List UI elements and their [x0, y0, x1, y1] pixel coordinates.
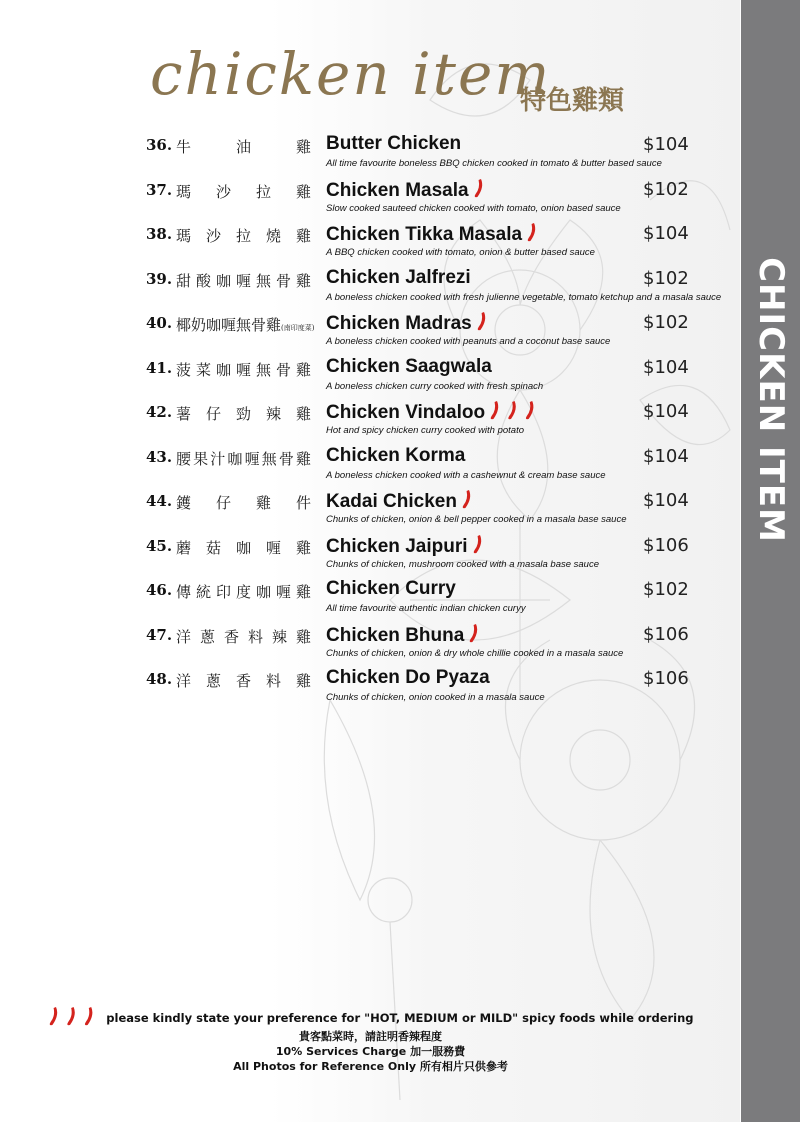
- category-sidebar: [741, 0, 800, 1122]
- menu-item: [146, 665, 736, 710]
- item-number: 43.: [146, 447, 173, 466]
- chili-pepper-icon: [68, 1007, 75, 1025]
- item-name-english: Chicken Vindaloo: [326, 400, 541, 426]
- item-number: 37.: [146, 180, 173, 199]
- footer-notes: [0, 1006, 741, 1074]
- chili-pepper-icon: [477, 312, 484, 330]
- item-description: Chunks of chicken, onion & dry whole chillie cooked in a masala sauce: [326, 647, 624, 659]
- item-description: All time favourite boneless BBQ chicken cooked in tomato & butter based sauce: [326, 158, 662, 169]
- menu-item: [146, 265, 736, 310]
- sidebar-label: CHICKEN ITEM: [750, 257, 791, 543]
- title-english: chicken item: [150, 40, 552, 108]
- photo-reference-note: All Photos for Reference Only 所有相片只供參考: [233, 1060, 508, 1073]
- item-name-english: Chicken Korma: [326, 444, 466, 466]
- item-number: 36.: [146, 136, 173, 154]
- item-description: Hot and spicy chicken curry cooked with potato: [326, 425, 525, 436]
- item-name-english: Chicken Madras: [326, 311, 492, 337]
- item-name-english: Chicken Saagwala: [326, 355, 492, 377]
- item-name-chinese: 薯 仔 勁 辣 雞: [176, 405, 311, 423]
- chili-pepper-icon: [473, 535, 480, 553]
- item-name-chinese: 腰果汁咖喱無骨雞: [176, 449, 311, 468]
- item-description: All time favourite authentic indian chicken curyy: [326, 603, 526, 614]
- item-number: 48.: [146, 670, 173, 688]
- item-name-chinese: 瑪 沙 拉 雞: [176, 182, 311, 201]
- chili-pepper-icon: [508, 401, 515, 419]
- item-description: A boneless chicken cooked with peanuts and a coconut base sauce: [326, 336, 611, 347]
- menu-item: [146, 621, 736, 666]
- menu-item: [146, 354, 736, 399]
- item-name-chinese: 甜酸咖喱無骨雞: [176, 271, 311, 290]
- item-number: 45.: [146, 536, 173, 555]
- item-name-english: Chicken Curry: [326, 578, 456, 599]
- item-name-chinese: 洋 蔥 香 料 辣 雞: [176, 627, 311, 646]
- menu-item: [146, 443, 736, 488]
- item-number: 44.: [146, 492, 173, 510]
- chili-pepper-icon: [528, 223, 535, 241]
- item-name-chinese: 洋 蔥 香 料 雞: [176, 672, 311, 690]
- chili-pepper-icon: [85, 1007, 92, 1025]
- spice-note-chinese: 貴客點菜時，請註明香辣程度: [299, 1030, 442, 1043]
- item-price: $102: [643, 178, 689, 200]
- item-description: Chunks of chicken, mushroom cooked with a masala base sauce: [326, 558, 599, 570]
- menu-item: [146, 309, 736, 354]
- item-price: $104: [643, 134, 689, 155]
- item-name-chinese: 瑪 沙 拉 燒 雞: [176, 227, 311, 245]
- item-name-chinese: 傳統印度咖喱雞: [176, 583, 311, 601]
- item-price: $106: [643, 623, 689, 645]
- item-price: $106: [643, 668, 689, 689]
- item-description: A boneless chicken curry cooked with fresh spinach: [326, 380, 544, 392]
- menu-item: [146, 398, 736, 443]
- chili-pepper-icon: [474, 179, 481, 197]
- menu-item: [146, 176, 736, 221]
- title-chinese: 特色雞類: [520, 86, 625, 116]
- menu-item: [146, 220, 736, 265]
- item-price: $104: [643, 401, 689, 422]
- service-charge-note: 10% Services Charge 加一服務費: [275, 1045, 466, 1058]
- item-number: 40.: [146, 314, 173, 332]
- item-price: $102: [643, 579, 689, 600]
- chili-pepper-icon: [471, 534, 489, 560]
- item-name-chinese: 鑊 仔 雞 件: [176, 494, 311, 512]
- item-description: A BBQ chicken cooked with tomato, onion & butter based sauce: [326, 247, 595, 258]
- item-price: $104: [643, 490, 689, 511]
- chili-pepper-icon: [491, 401, 498, 419]
- item-number: 38.: [146, 225, 173, 243]
- item-description: Chunks of chicken, onion cooked in a masala sauce: [326, 692, 545, 703]
- item-name-english: Chicken Tikka Masala: [326, 222, 543, 248]
- chili-pepper-icon: [50, 1007, 57, 1025]
- item-number: 42.: [146, 403, 173, 421]
- item-description: A boneless chicken cooked with fresh julienne vegetable, tomato ketchup and a masala sauce: [326, 291, 722, 303]
- chili-pepper-icon: [526, 401, 533, 419]
- menu-item: [146, 576, 736, 621]
- item-name-english: Kadai Chicken: [326, 489, 478, 515]
- chili-pepper-icon: [472, 178, 490, 204]
- item-name-chinese: 椰奶咖喱無骨雞(南印度菜): [176, 316, 315, 334]
- item-price: $102: [643, 312, 689, 333]
- item-description: Slow cooked sauteed chicken cooked with tomato, onion based sauce: [326, 202, 621, 214]
- item-region-note: (南印度菜): [281, 324, 315, 332]
- item-name-english: Chicken Masala: [326, 178, 489, 204]
- chili-pepper-icon: [463, 490, 470, 508]
- chili-pepper-icon: [460, 489, 478, 515]
- item-description: Chunks of chicken, onion & bell pepper cooked in a masala base sauce: [326, 514, 627, 525]
- item-price: $104: [643, 223, 689, 244]
- item-name-english: Chicken Jaipuri: [326, 534, 488, 560]
- chili-pepper-icon: [475, 311, 493, 337]
- item-name-chinese: 菠菜咖喱無骨雞: [176, 360, 311, 379]
- item-name-chinese: 牛 油 雞: [176, 138, 311, 156]
- item-name-english: Chicken Bhuna: [326, 623, 485, 649]
- chili-pepper-icon: [470, 624, 477, 642]
- chili-pepper-icon: [488, 400, 541, 426]
- chili-pepper-icon: [47, 1006, 100, 1029]
- spice-preference-note: [0, 1006, 741, 1029]
- item-name-chinese: 蘑 菇 咖 喱 雞: [176, 538, 311, 557]
- item-number: 41.: [146, 358, 173, 377]
- item-number: 39.: [146, 269, 173, 288]
- item-name-english: Chicken Jalfrezi: [326, 266, 471, 288]
- item-price: $102: [643, 267, 689, 289]
- item-number: 47.: [146, 625, 173, 644]
- item-name-english: Chicken Do Pyaza: [326, 667, 490, 688]
- menu-item: [146, 532, 736, 577]
- item-number: 46.: [146, 581, 173, 599]
- item-name-english: Butter Chicken: [326, 133, 462, 154]
- menu-item: [146, 487, 736, 532]
- menu-item: [146, 131, 736, 176]
- chili-pepper-icon: [467, 623, 485, 649]
- item-price: $104: [643, 445, 689, 467]
- item-description: A boneless chicken cooked with a cashewnut & cream base sauce: [326, 469, 606, 481]
- menu-list: [146, 131, 736, 710]
- item-price: $104: [643, 356, 689, 378]
- item-price: $106: [643, 534, 689, 556]
- spice-note-text: please kindly state your preference for "HOT, MEDIUM or MILD" spicy foods while ordering: [106, 1011, 694, 1025]
- chili-pepper-icon: [525, 222, 543, 248]
